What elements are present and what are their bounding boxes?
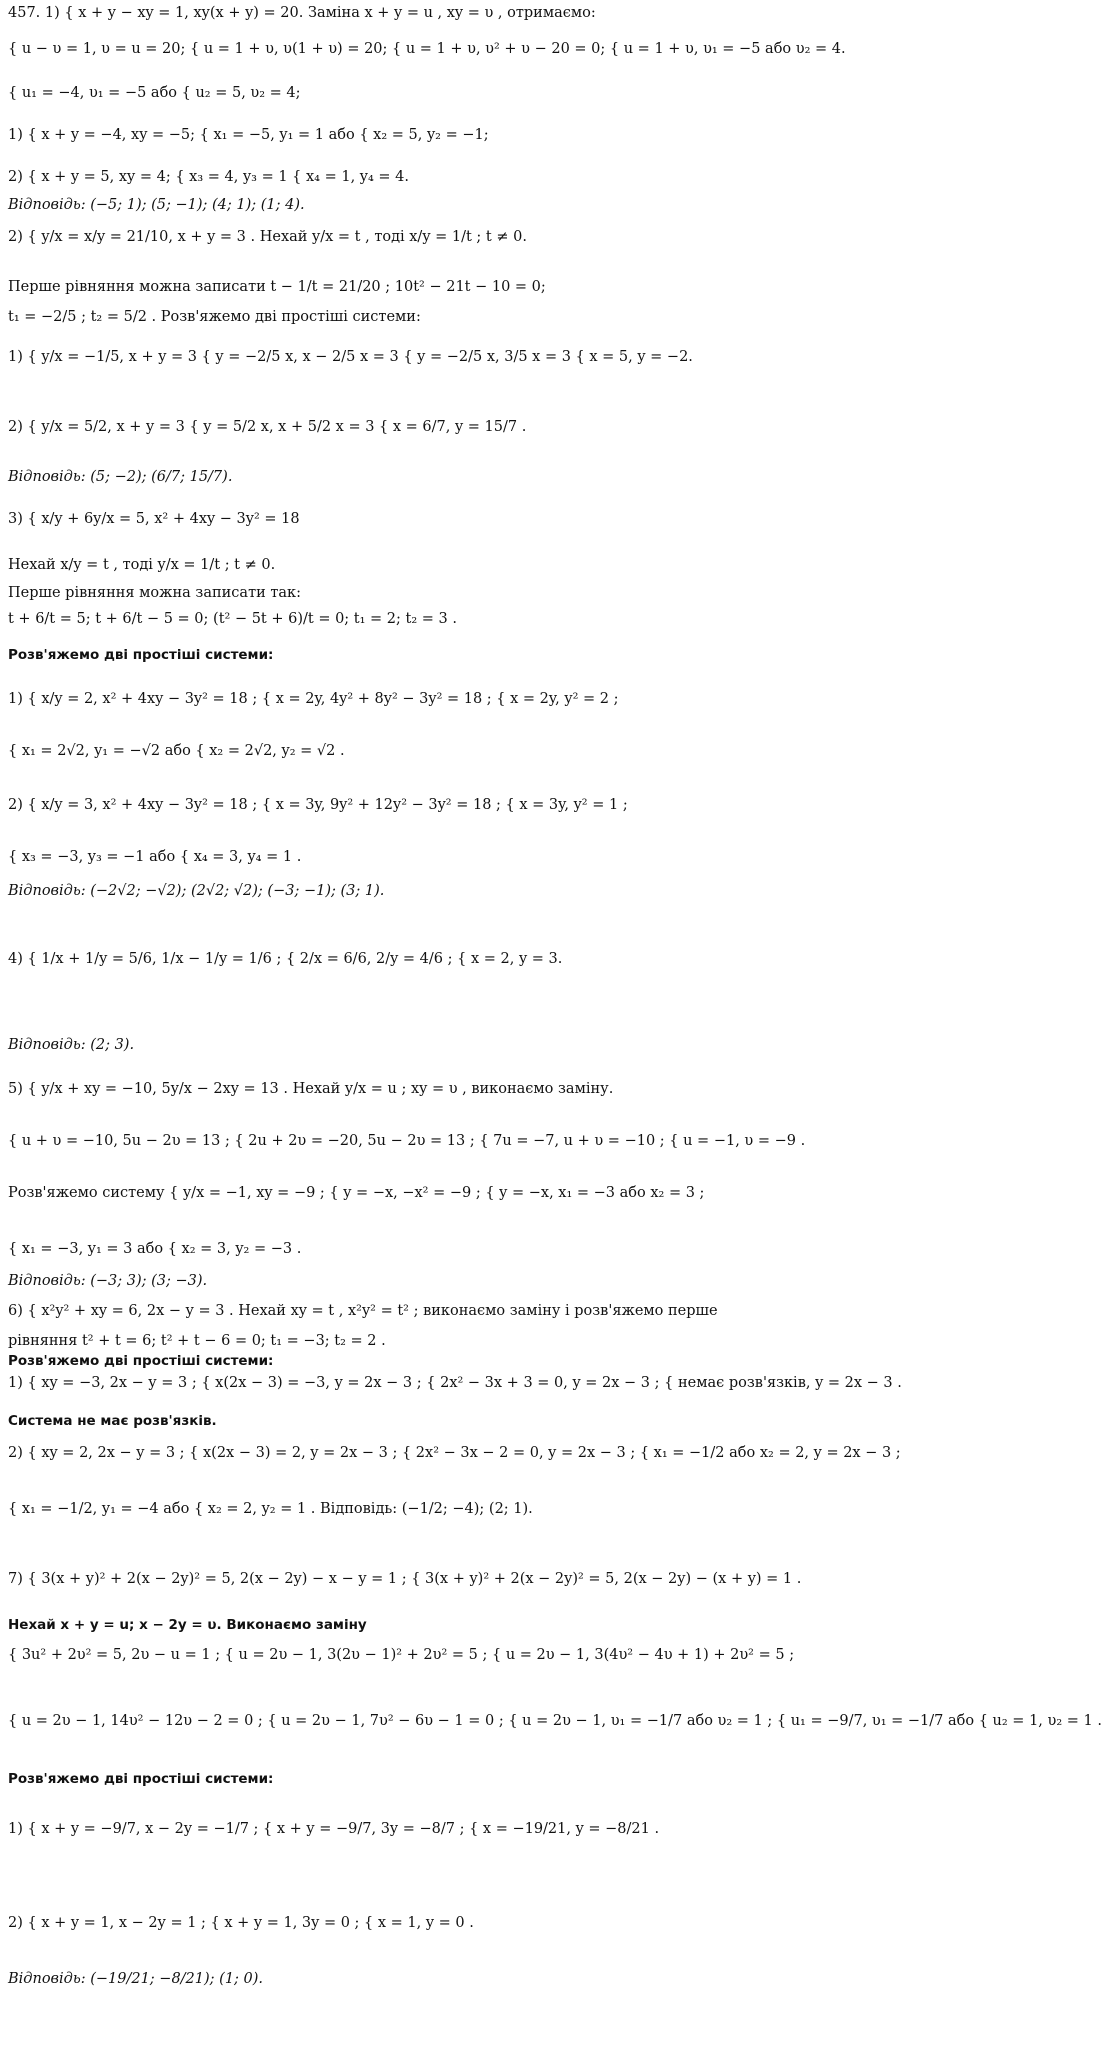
solution-line: Розв'яжемо дві простіші системи: bbox=[8, 1771, 274, 1787]
solution-line: 2) { xy = 2, 2x − y = 3 ; { x(2x − 3) = 2, y = 2x − 3 ; { 2x² − 3x − 2 = 0, y = 2x − 3 ; { x₁ = −1/2 або x₂ = 2, y = 2x − 3 ; bbox=[8, 1445, 901, 1461]
solution-line: { 3u² + 2υ² = 5, 2υ − u = 1 ; { u = 2υ − 1, 3(2υ − 1)² + 2υ² = 5 ; { u = 2υ − 1, 3(4υ² − 4υ + 1) + 2υ² = 5 ; bbox=[8, 1647, 795, 1663]
solution-line: 1) { x + y = −9/7, x − 2y = −1/7 ; { x + y = −9/7, 3y = −8/7 ; { x = −19/21, y = −8/21 . bbox=[8, 1821, 660, 1837]
solution-line: 2) { x/y = 3, x² + 4xy − 3y² = 18 ; { x = 3y, 9y² + 12y² − 3y² = 18 ; { x = 3y, y² = 1 ; bbox=[8, 797, 628, 813]
solution-line: { u + υ = −10, 5u − 2υ = 13 ; { 2u + 2υ = −20, 5u − 2υ = 13 ; { 7u = −7, u + υ = −10 ; { u = −1, υ = −9 . bbox=[8, 1133, 806, 1149]
solution-line: { x₁ = 2√2, y₁ = −√2 або { x₂ = 2√2, y₂ = √2 . bbox=[8, 743, 345, 759]
solution-line: { x₁ = −1/2, y₁ = −4 або { x₂ = 2, y₂ = 1 . Відповідь: (−1/2; −4); (2; 1). bbox=[8, 1501, 533, 1517]
solution-line: { x₃ = −3, y₃ = −1 або { x₄ = 3, y₄ = 1 . bbox=[8, 849, 302, 865]
solution-line: { u − υ = 1, υ = u = 20; { u = 1 + υ, υ(1 + υ) = 20; { u = 1 + υ, υ² + υ − 20 = 0; { u = 1 + υ, υ₁ = −5 або υ₂ = 4. bbox=[8, 41, 846, 57]
solution-line: 7) { 3(x + y)² + 2(x − 2y)² = 5, 2(x − 2y) − x − y = 1 ; { 3(x + y)² + 2(x − 2y)² = 5, 2(x − 2y) − (x + y) = 1 . bbox=[8, 1571, 802, 1587]
solution-line: Відповідь: (−19/21; −8/21); (1; 0). bbox=[8, 1971, 264, 1987]
solution-line: 1) { x + y = −4, xy = −5; { x₁ = −5, y₁ = 1 або { x₂ = 5, y₂ = −1; bbox=[8, 127, 489, 143]
solution-line: { u = 2υ − 1, 14υ² − 12υ − 2 = 0 ; { u = 2υ − 1, 7υ² − 6υ − 1 = 0 ; { u = 2υ − 1, υ₁ = −1/7 або υ₂ = 1 ; { u₁ = −9/7, υ₁ = −1/7 або { u₂ = 1, υ₂ = 1 . bbox=[8, 1713, 1102, 1729]
solution-line: Відповідь: (5; −2); (6/7; 15/7). bbox=[8, 469, 233, 485]
solution-line: 4) { 1/x + 1/y = 5/6, 1/x − 1/y = 1/6 ; { 2/x = 6/6, 2/y = 4/6 ; { x = 2, y = 3. bbox=[8, 951, 563, 967]
solution-line: Відповідь: (−3; 3); (3; −3). bbox=[8, 1273, 208, 1289]
solution-line: 6) { x²y² + xy = 6, 2x − y = 3 . Нехай xy = t , x²y² = t² ; виконаємо заміну і розв'яжемо перше bbox=[8, 1303, 718, 1319]
solution-line: Розв'яжемо систему { y/x = −1, xy = −9 ; { y = −x, −x² = −9 ; { y = −x, x₁ = −3 або x₂ = 3 ; bbox=[8, 1185, 705, 1201]
solution-line: t₁ = −2/5 ; t₂ = 5/2 . Розв'яжемо дві простіші системи: bbox=[8, 309, 421, 325]
solution-line: Перше рівняння можна записати так: bbox=[8, 585, 301, 601]
solution-line: 3) { x/y + 6y/x = 5, x² + 4xy − 3y² = 18 bbox=[8, 511, 300, 527]
solution-line: Відповідь: (2; 3). bbox=[8, 1037, 135, 1053]
solution-line: 1) { y/x = −1/5, x + y = 3 { y = −2/5 x, x − 2/5 x = 3 { y = −2/5 x, 3/5 x = 3 { x = 5, y = −2. bbox=[8, 349, 693, 365]
solution-line: t + 6/t = 5; t + 6/t − 5 = 0; (t² − 5t + 6)/t = 0; t₁ = 2; t₂ = 3 . bbox=[8, 611, 457, 627]
solution-line: Відповідь: (−2√2; −√2); (2√2; √2); (−3; −1); (3; 1). bbox=[8, 883, 385, 899]
solution-line: 1) { x/y = 2, x² + 4xy − 3y² = 18 ; { x = 2y, 4y² + 8y² − 3y² = 18 ; { x = 2y, y² = 2 ; bbox=[8, 691, 619, 707]
solution-line: 2) { x + y = 1, x − 2y = 1 ; { x + y = 1, 3y = 0 ; { x = 1, y = 0 . bbox=[8, 1915, 474, 1931]
solution-line: Система не має розв'язків. bbox=[8, 1413, 217, 1429]
solution-line: Відповідь: (−5; 1); (5; −1); (4; 1); (1; 4). bbox=[8, 197, 305, 213]
solution-line: 5) { y/x + xy = −10, 5y/x − 2xy = 13 . Нехай y/x = u ; xy = υ , виконаємо заміну. bbox=[8, 1081, 614, 1097]
solution-line: рівняння t² + t = 6; t² + t − 6 = 0; t₁ = −3; t₂ = 2 . bbox=[8, 1333, 386, 1349]
solution-line: 2) { y/x = x/y = 21/10, x + y = 3 . Нехай y/x = t , тоді x/y = 1/t ; t ≠ 0. bbox=[8, 229, 527, 245]
solution-line: Розв'яжемо дві простіші системи: bbox=[8, 1353, 274, 1369]
solution-line: Розв'яжемо дві простіші системи: bbox=[8, 647, 274, 663]
solution-line: 2) { y/x = 5/2, x + y = 3 { y = 5/2 x, x + 5/2 x = 3 { x = 6/7, y = 15/7 . bbox=[8, 419, 527, 435]
solution-line: Нехай x + y = u; x − 2y = υ. Виконаємо заміну bbox=[8, 1617, 367, 1633]
solution-line: { u₁ = −4, υ₁ = −5 або { u₂ = 5, υ₂ = 4; bbox=[8, 85, 301, 101]
solution-line: { x₁ = −3, y₁ = 3 або { x₂ = 3, y₂ = −3 . bbox=[8, 1241, 302, 1257]
solution-line: 1) { xy = −3, 2x − y = 3 ; { x(2x − 3) = −3, y = 2x − 3 ; { 2x² − 3x + 3 = 0, y = 2x − 3 ; { немає розв'язків, y = 2x − 3 . bbox=[8, 1375, 902, 1391]
solution-line: Нехай x/y = t , тоді y/x = 1/t ; t ≠ 0. bbox=[8, 557, 276, 573]
solution-line: Перше рівняння можна записати t − 1/t = 21/20 ; 10t² − 21t − 10 = 0; bbox=[8, 279, 546, 295]
solution-line: 2) { x + y = 5, xy = 4; { x₃ = 4, y₃ = 1 { x₄ = 1, y₄ = 4. bbox=[8, 169, 410, 185]
solution-line: 457. 1) { x + y − xy = 1, xy(x + y) = 20. Заміна x + y = u , xy = υ , отримаємо: bbox=[8, 5, 596, 21]
